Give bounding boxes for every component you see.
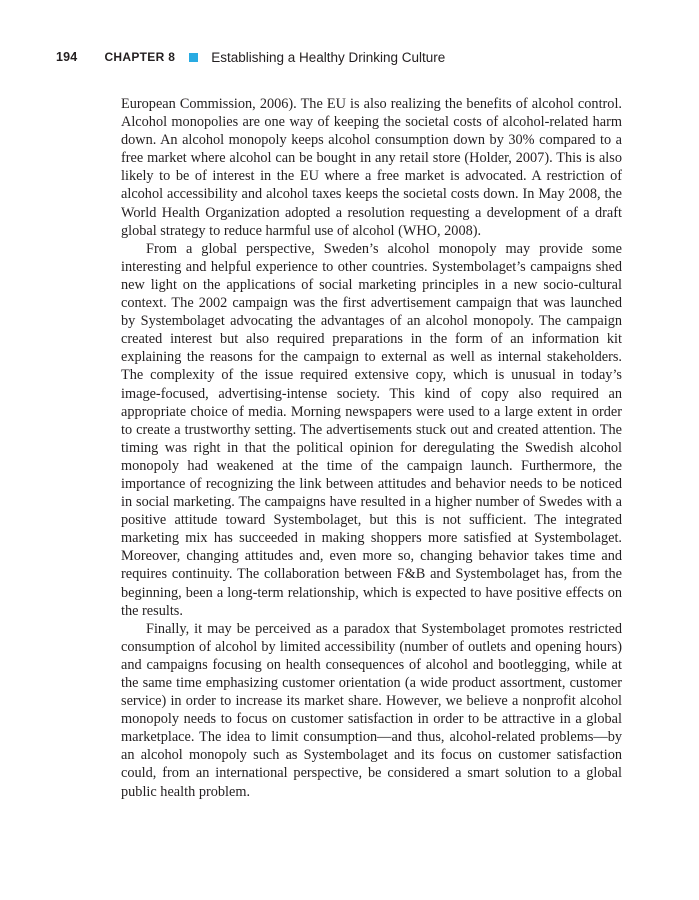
- body-text: [121, 95, 622, 801]
- paragraph: European Commission, 2006). The EU is also realizing the benefits of alcohol control. Alcohol monopolies are one way of keeping the societal costs of alcohol-related harm down. An alcohol monopoly keeps alcohol consumption down by 30% compared to a free market where alcohol can be bought in any retail store (Holder, 2007). This is also likely to be of interest in the EU where a free market is advocated. A restriction of alcohol accessibility and alcohol taxes keeps the societal costs down. In May 2008, the World Health Organization adopted a resolution requesting a development of a draft global strategy to reduce harmful use of alcohol (WHO, 2008).: [121, 96, 622, 239]
- square-bullet-icon: [189, 53, 198, 62]
- chapter-label: CHAPTER 8: [104, 50, 176, 64]
- running-head: [56, 48, 445, 66]
- page-number: 194: [56, 50, 78, 64]
- chapter-title: Establishing a Healthy Drinking Culture: [211, 49, 446, 65]
- paragraph: From a global perspective, Sweden’s alcohol monopoly may provide some interesting and helpful experience to other countries. Systembolaget’s campaigns shed new light on the applications of social marketing principles in a new socio-cultural context. The 2002 campaign was the first advertisement campaign that was launched by Systembolaget advocating the advantages of an alcohol monopoly. The campaign created interest but also required preparations in the form of an information kit explaining the reasons for the campaign to external as well as internal stakeholders. The complexity of the issue required extensive copy, which is unusual in today’s image-focused, advertising-intense society. This kind of copy also required an appropriate choice of media. Morning newspapers were used to a large extent in order to create a trustworthy setting. The advertisements stuck out and created attention. The timing was right in that the political opinion for deregulating the Swedish alcohol monopoly had weakened at the time of the campaign launch. Furthermore, the importance of recognizing the link between attitudes and behavior needs to be noticed in social marketing. The campaigns have resulted in a higher number of Swedes with a positive attitude toward Systembolaget, but this is not sufficient. The integrated marketing mix has succeeded in making shoppers more satisfied at Systembolaget. Moreover, changing attitudes and, even more so, changing behavior takes time and requires continuity. The collaboration between F&B and Systembolaget has, from the beginning, been a long-term relationship, which is expected to have positive effects on the results.: [121, 240, 622, 619]
- paragraph: Finally, it may be perceived as a paradox that Systembolaget promotes restricted consumption of alcohol by limited accessibility (number of outlets and opening hours) and campaigns focusing on health consequences of alcohol and bootlegging, while at the same time emphasizing customer orientation (a wide product assortment, customer service) in order to increase its market share. However, we believe a nonprofit alcohol monopoly needs to focus on customer satisfaction in order to be attractive in a global marketplace. The idea to limit consumption—and thus, alcohol-related problems—by an alcohol monopoly such as Systembolaget and its focus on customer satisfaction could, from an international perspective, be considered a smart solution to a global public health problem.: [121, 620, 622, 800]
